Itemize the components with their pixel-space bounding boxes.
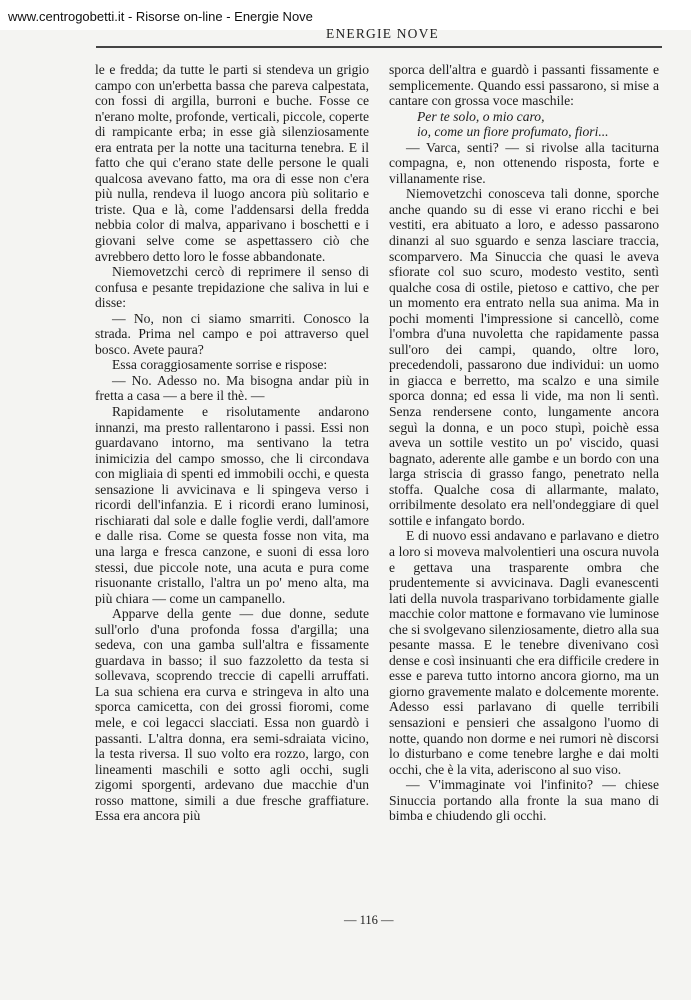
header-rule [96,46,662,48]
paragraph: sporca dell'altra e guardò i passanti fissamente e semplicemente. Quando essi passarono, si mise a cantare con grossa voce maschile: [389,62,659,109]
paragraph: — No, non ci siamo smarriti. Conosco la strada. Prima nel campo e poi attraverso quel bosco. Avete paura? [95,310,369,357]
paragraph: E di nuovo essi andavano e parlavano e dietro a loro si moveva malvolentieri una oscura nuvola e gettava una trasparente ombra che prudentemente si avvicinava. Dagli evanescenti lati della nuvola trasparivano torbidamente gialle macchie color mattone e formavano vie luminose che si svolgevano silenziosamente, dietro alla sua pesante massa. E le tenebre divenivano così dense e così insinuanti che era difficile credere in esse e pareva tutto intorno ancora giorno, ma un giorno gravemente malato e dolcemente morente. Adesso essi parlavano di quelle terribili sensazioni e pensieri che assalgono l'uomo di notte, quando non dorme e nei rumori nè discorsi lo disturbano e come tenebre larghe e dai molti occhi, che è la vita, aderiscono al suo viso. [389,528,659,777]
running-title: ENERGIE NOVE [326,26,440,41]
paragraph: Rapidamente e risolutamente andarono innanzi, ma presto rallentarono i passi. Essi non guardavano intorno, ma sentivano la tetra inimicizia del campo smosso, che li circondava con migliaia di spenti ed immobili occhi, e questa sensazione li avvicinava e li spingeva verso i ricordi dell'infanzia. E i ricordi erano luminosi, rischiarati dal sole e dalle foglie verdi, dall'amore e dalle risa. Come se questa fosse non vita, ma una larga e fresca canzone, e suoni di essa loro stessi, due piccole note, una acuta e pura come risuonante cristallo, l'altra un po' meno alta, ma più chiara — come un campanello. [95,404,369,606]
verse-line: Per te solo, o mio caro, [417,108,545,124]
verse-line: io, come un fiore profumato, fiori... [417,124,609,140]
right-column [389,62,659,824]
paragraph: le e fredda; da tutte le parti si stendeva un grigio campo con un'erbetta bassa che pareva calpestata, con fossi di argilla, burroni e buche. Fosse ce n'erano molte, profonde, verticali, piccole, coperte di rampicante erba; in esse già silenziosamente era entrata per la notte una taciturna tenebra. E il fatto che qui c'erano state delle persone le quali qualcosa avevano fatto, ma ora di esse non c'era più nulla, rendeva il luogo ancora più solitario e triste. Qua e là, come l'addensarsi della fredda nebbia color di malva, apparivano i boschetti e i giovani selve come se aspettassero ciò che avrebbero detto loro le fosse abbandonate. [95,62,369,264]
paragraph: Apparve della gente — due donne, sedute sull'orlo d'una profonda fossa d'argilla; una sedeva, con una gamba sull'altra e fissamente guardava in basso; il suo fazzoletto da testa si sollevava, scoprendo treccie di capelli arruffati. La sua schiena era curva e stringeva in alto una sporca camicetta, con dei grossi fioromi, come mele, e coi legacci slacciati. Essa non guardò i passanti. L'altra donna, era semi-sdraiata vicino, la testa riversa. Il suo volto era rozzo, largo, con lineamenti maschili e sotto agli occhi, sugli zigomi sporgenti, ardevano due macchie d'un rosso mattone, simili a due fresche graffiature. Essa era ancora più [95,606,369,824]
page-number: — 116 — [344,913,394,927]
paragraph: Niemovetzchi conosceva tali donne, sporche anche quando su di esse vi erano ricchi e bei vestiti, era abituato a loro, e adesso passarono dinanzi al suo sguardo e senza lasciare traccia, scomparvero. Ma Sinuccia che quasi le aveva sfiorate col suo scuro, modesto vestito, sentì qualche cosa di ostile, pietoso e cattivo, che per un momento era entrato nella sua anima. Ma in pochi momenti l'impressione si cancellò, come l'ombra d'una nuvoletta che rapidamente passa sull'oro dei campi, quando, oltre loro, precedendoli, passarono due individui: un uomo in giacca e berretto, ma scalzo e una simile sporca donna; ed essa li vide, ma non li sentì. Senza rendersene conto, lungamente ancora seguì la donna, e un poco stupì, poichè essa aveva un sottile vestito un po' viscido, quasi bagnato, aderente alle gambe e un bordo con una larga striscia di grasso fango, penetrato nella stoffa. Qualche cosa di allarmante, malato, orribilmente desolato era nell'ondeggiare di quel sottile e infangato bordo. [389,186,659,528]
source-line: www.centrogobetti.it - Risorse on-line - Energie Nove [8,9,313,24]
left-column [95,62,369,824]
paragraph: Niemovetzchi cercò di reprimere il senso di confusa e pesante trepidazione che saliva in lui e disse: [95,264,369,311]
paragraph: — No. Adesso no. Ma bisogna andar più in fretta a casa — a bere il thè. — [95,372,369,404]
paragraph: — V'immaginate voi l'infinito? — chiese Sinuccia portando alla fronte la sua mano di bimba e chiudendo gli occhi. [389,777,659,824]
paragraph: Essa coraggiosamente sorrise e rispose: [112,357,328,373]
paragraph: — Varca, senti? — si rivolse alla taciturna compagna, e, non ottenendo risposta, forte e villanamente rise. [389,139,659,186]
